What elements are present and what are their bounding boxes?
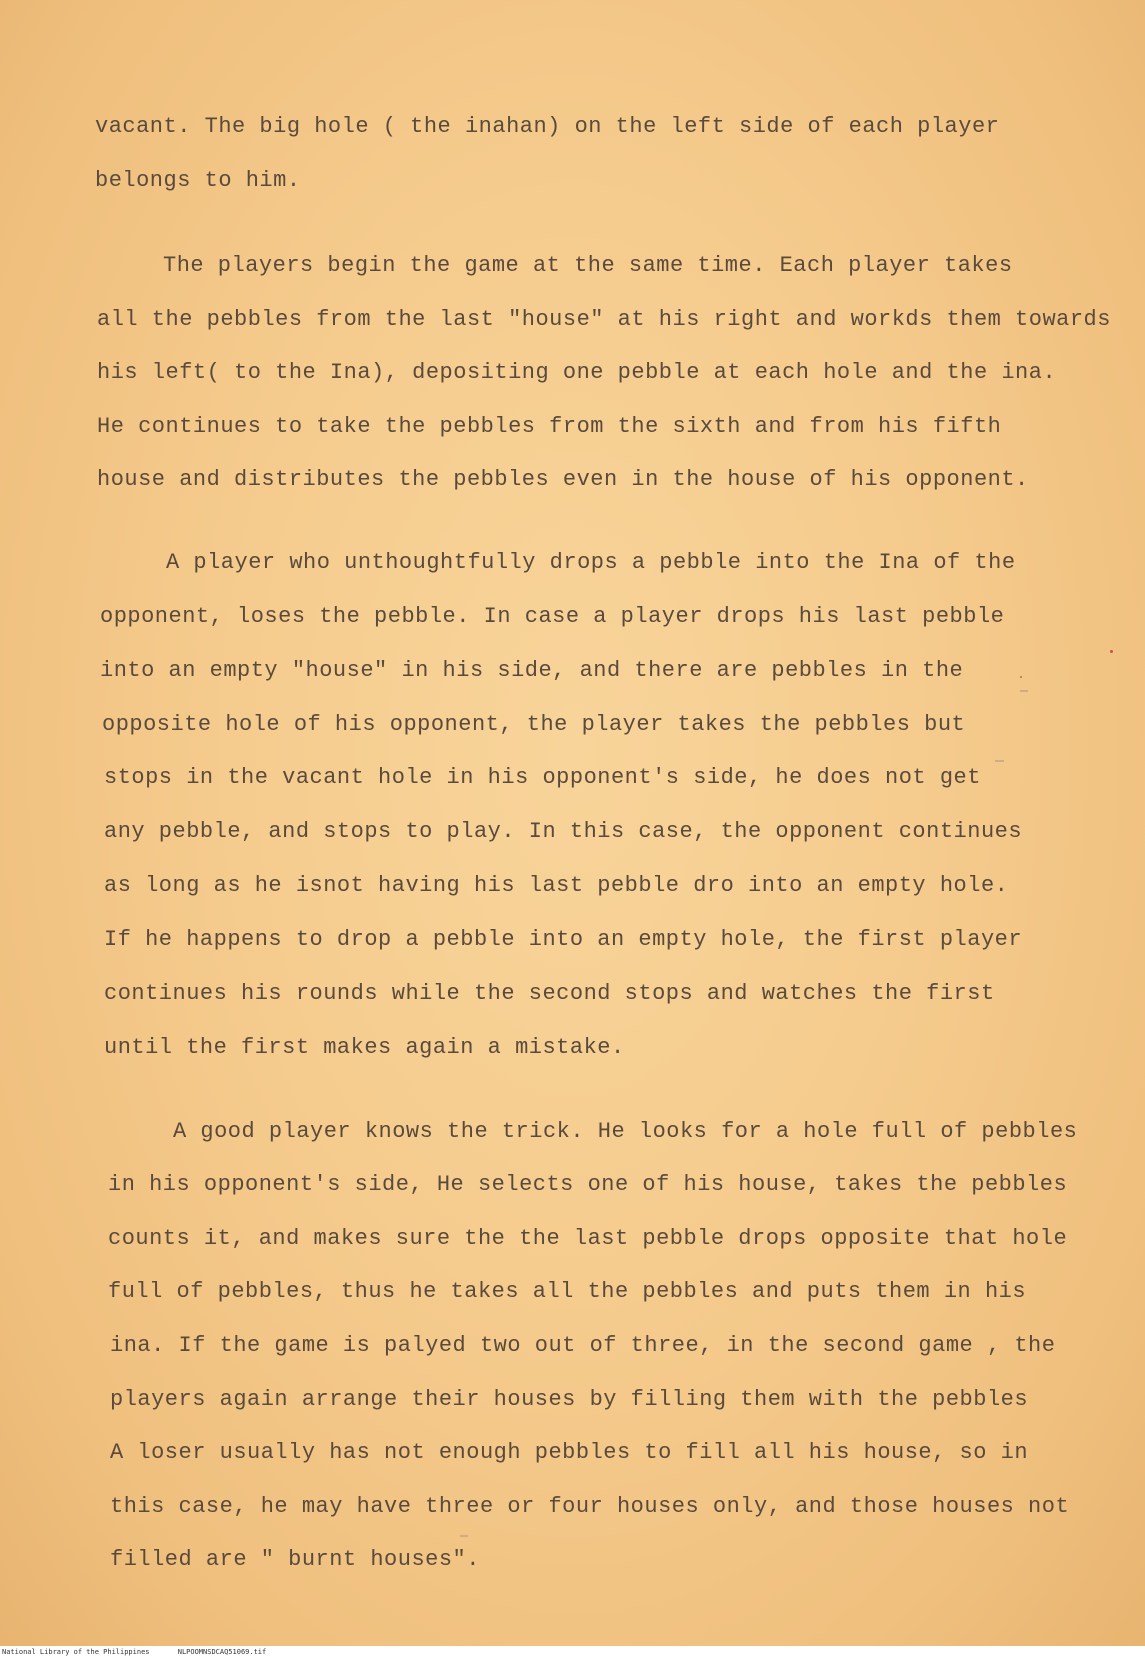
text-line: belongs to him.: [95, 168, 301, 193]
paper-mark: [460, 1535, 468, 1537]
text-line: A loser usually has not enough pebbles to fill all his house, so in: [110, 1440, 1029, 1465]
text-line: continues his rounds while the second stops and watches the first: [104, 981, 995, 1006]
text-line: A good player knows the trick. He looks for a hole full of pebbles: [173, 1119, 1078, 1144]
scan-footer: [0, 1646, 1145, 1658]
text-line: opponent, loses the pebble. In case a player drops his last pebble: [100, 604, 1005, 629]
text-line: any pebble, and stops to play. In this case, the opponent continues: [104, 819, 1023, 844]
paper-mark: [1020, 690, 1028, 692]
text-line: A player who unthoughtfully drops a pebble into the Ina of the: [166, 550, 1016, 575]
text-line: filled are " burnt houses".: [110, 1547, 480, 1572]
text-line: house and distributes the pebbles even in the house of his opponent.: [97, 467, 1029, 492]
text-line: all the pebbles from the last "house" at his right and workds them towards: [97, 307, 1111, 332]
text-line: his left( to the Ina), depositing one pebble at each hole and the ina.: [97, 360, 1057, 385]
text-line: He continues to take the pebbles from the sixth and from his fifth: [97, 414, 1002, 439]
text-line: vacant. The big hole ( the inahan) on the left side of each player: [95, 114, 1000, 139]
text-line: until the first makes again a mistake.: [104, 1035, 625, 1060]
library-label: National Library of the Philippines: [2, 1648, 150, 1656]
text-line: counts it, and makes sure the the last pebble drops opposite that hole: [108, 1226, 1068, 1251]
paper-speck: [1110, 650, 1113, 653]
text-line: as long as he isnot having his last pebble dro into an empty hole.: [104, 873, 1009, 898]
paper-speck: [1020, 676, 1022, 678]
text-line: ina. If the game is palyed two out of three, in the second game , the: [110, 1333, 1056, 1358]
text-line: this case, he may have three or four houses only, and those houses not: [110, 1494, 1070, 1519]
text-line: players again arrange their houses by filling them with the pebbles: [110, 1387, 1029, 1412]
file-code-label: NLPOOMNSDCAQ51069.tif: [177, 1648, 267, 1656]
text-line: into an empty "house" in his side, and there are pebbles in the: [100, 658, 964, 683]
text-line: opposite hole of his opponent, the player takes the pebbles but: [102, 712, 966, 737]
text-line: The players begin the game at the same time. Each player takes: [163, 253, 1013, 278]
text-line: full of pebbles, thus he takes all the pebbles and puts them in his: [108, 1279, 1027, 1304]
paper-mark: [995, 760, 1004, 762]
text-line: If he happens to drop a pebble into an empty hole, the first player: [104, 927, 1023, 952]
text-line: in his opponent's side, He selects one of his house, takes the pebbles: [108, 1172, 1068, 1197]
text-line: stops in the vacant hole in his opponent's side, he does not get: [104, 765, 981, 790]
